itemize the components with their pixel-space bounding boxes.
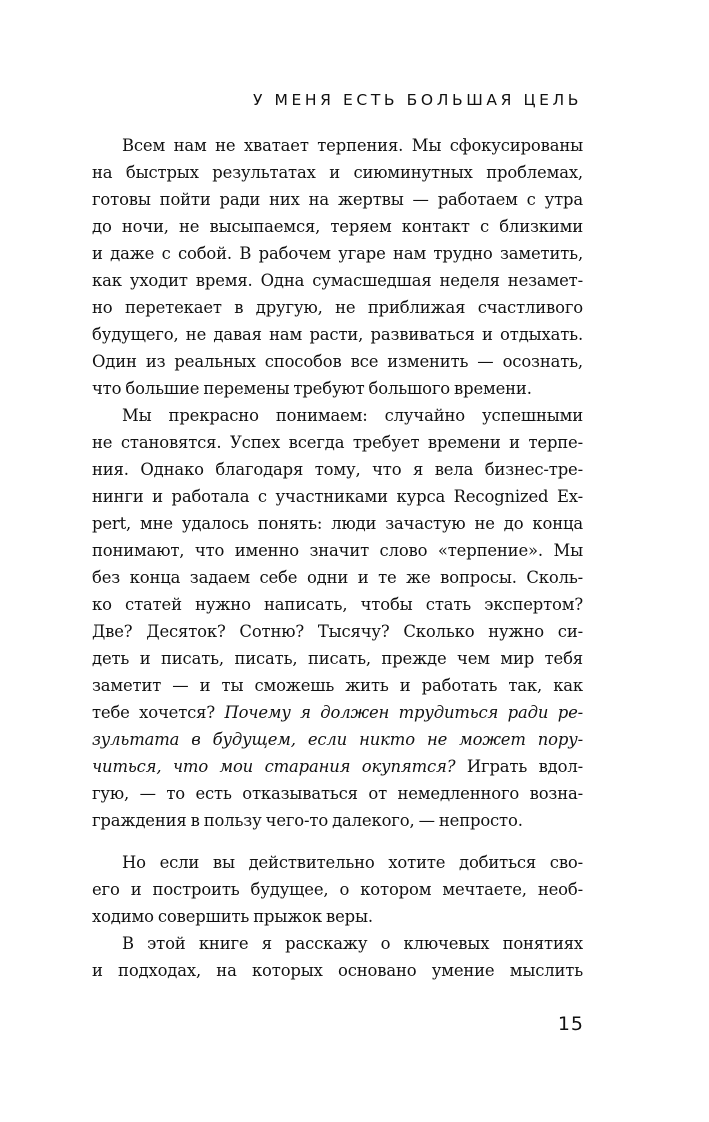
text-line: гую, — то есть отказываться от немедленного возна- [92,784,583,803]
text-line: без конца задаем себе одни и те же вопросы. Сколь- [92,568,583,587]
text-line: и даже с собой. В рабочем угаре нам трудно заметить, [92,244,583,263]
text-line-mixed [92,699,583,726]
text-line: нинги и работала с участниками курса Recognized Ex- [92,487,583,506]
text-line: ния. Однако благодаря тому, что я вела бизнес-тре- [92,460,583,479]
text-line: на быстрых результатах и сиюминутных проблемах, [92,163,583,182]
text-line: до ночи, не высыпаемся, теряем контакт с близкими [92,217,583,236]
italic-text-run: читься, что мои старания окупятся? [92,757,456,776]
text-line: что большие перемены требуют большого времени. [92,379,532,398]
text-line: готовы пойти ради них на жертвы — работаем с утра [92,190,583,209]
text-line: его и построить будущее, о котором мечтаете, необ- [92,880,583,899]
body-text-bottom [92,849,583,984]
running-head: У МЕНЯ ЕСТЬ БОЛЬШАЯ ЦЕЛЬ [252,91,582,109]
text-line: Две? Десяток? Сотню? Тысячу? Сколько нужно си- [92,622,583,641]
text-line: не становятся. Успех всегда требует времени и терпе- [92,433,583,452]
text-line: граждения в пользу чего-то далекого, — непросто. [92,811,523,830]
text-run: тебе хочется? [92,703,225,722]
text-line-mixed [92,753,583,780]
text-run: Играть вдол- [455,757,583,776]
page-number: 15 [557,1013,584,1035]
text-line: Но если вы действительно хотите добиться сво- [122,853,583,872]
text-line: деть и писать, писать, писать, прежде чем мир тебя [92,649,583,668]
italic-text-run: Почему я должен трудиться ради ре- [224,703,584,722]
text-line: В этой книге я расскажу о ключевых понятиях [122,934,583,953]
text-line: понимают, что именно значит слово «терпение». Мы [92,541,583,560]
text-line: Один из реальных способов все изменить — осознать, [92,352,583,371]
body-text-top [92,132,583,834]
text-line: Мы прекрасно понимаем: случайно успешными [122,406,583,425]
text-line: pert, мне удалось понять: люди зачастую не до конца [92,514,583,533]
text-line: будущего, не давая нам расти, развиваться и отдыхать. [92,325,583,344]
text-line: и подходах, на которых основано умение мыслить [92,961,583,980]
text-line: но перетекает в другую, не приближая счастливого [92,298,583,317]
text-line: заметит — и ты сможешь жить и работать так, как [92,676,583,695]
text-line: Всем нам не хватает терпения. Мы сфокусированы [122,136,583,155]
text-line: ко статей нужно написать, чтобы стать экспертом? [92,595,583,614]
text-line: ходимо совершить прыжок веры. [92,907,373,926]
italic-text-line: зультата в будущем, если никто не может пору- [92,730,583,749]
text-line: как уходит время. Одна сумасшедшая неделя незамет- [92,271,583,290]
